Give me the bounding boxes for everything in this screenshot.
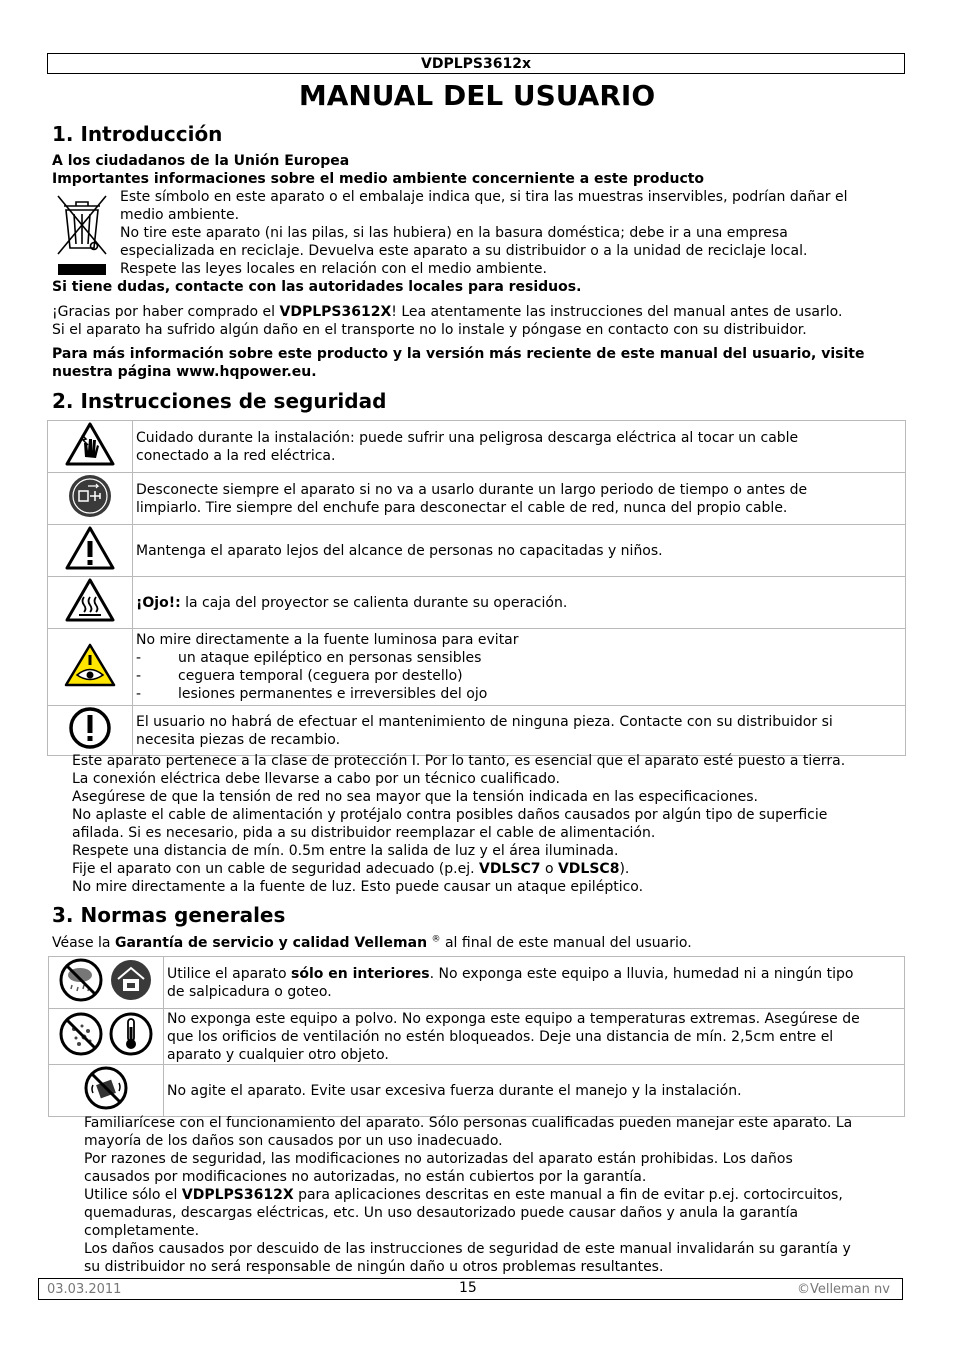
environment-title: Importantes informaciones sobre el medio ambiente concerniente a este producto [52,171,705,187]
thermometer-icon [108,1011,154,1062]
unplug-icon [48,473,133,525]
eye-warning-icon [48,629,133,706]
warranty-reference: Véase la Garantía de servicio y calidad Velleman ® al final de este manual del usuario. [52,934,692,951]
page-number: 15 [459,1280,477,1296]
safety-row [48,421,906,473]
eu-citizens-title: A los ciudadanos de la Unión Europea [52,153,350,169]
safety-text: Desconecte siempre el aparato si no va a usarlo durante un largo periodo de tiempo o antes de limpiarlo. Tire siempre del enchufe para desconectar el cable de red, nunca del propio cable. [133,473,906,525]
model-header: VDPLPS3612x [47,53,905,74]
safety-table [47,420,906,756]
rules-paragraph-line: quemaduras, descargas eléctricas, etc. Un uso desautorizado puede causar daños y anula la garantía [84,1205,799,1221]
safety-text: No mire directamente a la fuente luminosa para evitar - un ataque epiléptico en personas sensibles - ceguera temporal (ceguera por destello) - lesiones permanentes e irreversibles del ojo [133,629,906,706]
thanks-line-2: Si el aparato ha sufrido algún daño en el transporte no lo instale y póngase en contacto con su distribuidor. [52,322,807,338]
rules-paragraph-line: mayoría de los daños son causados por un uso inadecuado. [84,1133,503,1149]
rules-row [49,1065,905,1117]
rules-paragraph-line: Por razones de seguridad, las modificaciones no autorizadas del aparato están prohibidas. Los daños [84,1151,793,1167]
general-rules-table [48,956,905,1117]
safety-paragraph-line: Asegúrese de que la tensión de red no sea mayor que la tensión indicada en las especificaciones. [72,789,758,805]
safety-cable-line: Fije el aparato con un cable de seguridad adecuado (p.ej. VDLSC7 o VDLSC8). [72,861,630,877]
more-info-line-1: Para más información sobre este producto y la versión más reciente de este manual del usuario, visite [52,346,865,362]
dash-item: - lesiones permanentes e irreversibles del ojo [136,686,488,702]
weee-text-line-5: Respete las leyes locales en relación con el medio ambiente. [120,261,547,277]
rules-paragraph-line: causados por modificaciones no autorizadas, no están cubiertos por la garantía. [84,1169,647,1185]
section-heading-introduccion: 1. Introducción [52,122,223,146]
safety-row [48,629,906,706]
safety-paragraph-line: No mire directamente a la fuente de luz. Esto puede causar un ataque epiléptico. [72,879,644,895]
rules-text: Utilice el aparato sólo en interiores. No exponga este equipo a lluvia, humedad ni a ningún tipo de salpicadura o goteo. [164,957,905,1009]
safety-paragraph-line: Este aparato pertenece a la clase de protección I. Por lo tanto, es esencial que el aparato esté puesto a tierra. [72,753,846,769]
warning-exclamation-icon [48,525,133,577]
safety-paragraph-line: No aplaste el cable de alimentación y protéjalo contra posibles daños causados por algún tipo de superficie [72,807,828,823]
weee-text-line-1: Este símbolo en este aparato o el embalaje indica que, si tira las muestras inservibles, podrían dañar el [120,189,848,205]
safety-row [48,577,906,629]
rules-text: No exponga este equipo a polvo. No exponga este equipo a temperaturas extremas. Asegúrese de que los orificios de ventilación no estén bloqueados. Deje una distancia de mín. 2,5cm entre el aparato y cualquier otro objeto. [164,1009,905,1065]
no-rain-icon [58,957,104,1008]
mandatory-exclamation-icon [48,706,133,756]
safety-paragraph-line: afilada. Si es necesario, pida a su distribuidor reemplazar el cable de alimentación. [72,825,656,841]
safety-row [48,525,906,577]
weee-text-line-4: especializada en reciclaje. Devuelva este aparato a su distribuidor o a la unidad de reciclaje local. [120,243,808,259]
footer-date: 03.03.2011 [47,1282,122,1297]
no-shaking-icon [83,1065,129,1116]
rules-paragraph-line: completamente. [84,1223,200,1239]
safety-row [48,473,906,525]
hot-surface-icon [48,577,133,629]
dash-item: - ceguera temporal (ceguera por destello) [136,668,463,684]
rules-row [49,1009,905,1065]
indoor-use-icon [108,957,154,1008]
safety-text: Mantenga el aparato lejos del alcance de personas no capacitadas y niños. [133,525,906,577]
weee-text-line-2: medio ambiente. [120,207,240,223]
doubts-note: Si tiene dudas, contacte con las autoridades locales para residuos. [52,279,582,295]
safety-text: Cuidado durante la instalación: puede sufrir una peligrosa descarga eléctrica al tocar un cable conectado a la red eléctrica. [133,421,906,473]
rules-paragraph-line: Los daños causados por descuido de las instrucciones de seguridad de este manual invalidarán su garantía y [84,1241,851,1257]
safety-paragraph-line: La conexión eléctrica debe llevarse a cabo por un técnico cualificado. [72,771,560,787]
safety-text: El usuario no habrá de efectuar el mantenimiento de ninguna pieza. Contacte con su distribuidor si necesita piezas de recambio. [133,706,906,756]
weee-text-line-3: No tire este aparato (ni las pilas, si las hubiera) en la basura doméstica; debe ir a una empresa [120,225,788,241]
page-title: MANUAL DEL USUARIO [298,79,656,112]
page-footer [38,1278,903,1300]
dash-item: - un ataque epiléptico en personas sensibles [136,650,482,666]
shock-hand-icon [48,421,133,473]
rules-text: No agite el aparato. Evite usar excesiva fuerza durante el manejo y la instalación. [164,1065,905,1117]
rules-paragraph-line: Familiarícese con el funcionamiento del aparato. Sólo personas cualificadas pueden manejar este aparato. La [84,1115,853,1131]
rules-usage-line: Utilice sólo el VDPLPS3612X para aplicaciones descritas en este manual a fin de evitar p.ej. cortocircuitos, [84,1187,843,1203]
footer-copyright: ©Velleman nv [796,1282,890,1297]
no-dust-icon [58,1011,104,1062]
safety-paragraph-line: Respete una distancia de mín. 0.5m entre la salida de luz y el área iluminada. [72,843,619,859]
section-heading-normas: 3. Normas generales [52,903,286,927]
section-heading-seguridad: 2. Instrucciones de seguridad [52,389,387,413]
safety-row [48,706,906,756]
thanks-line-1: ¡Gracias por haber comprado el VDPLPS3612X! Lea atentamente las instrucciones del manual antes de usarlo. [52,304,843,320]
more-info-line-2: nuestra página www.hqpower.eu. [52,364,317,380]
rules-row [49,957,905,1009]
safety-text: ¡Ojo!: la caja del proyector se calienta durante su operación. [133,577,906,629]
weee-bin-icon [54,190,110,278]
rules-paragraph-line: su distribuidor no será responsable de ningún daño u otros problemas resultantes. [84,1259,664,1275]
